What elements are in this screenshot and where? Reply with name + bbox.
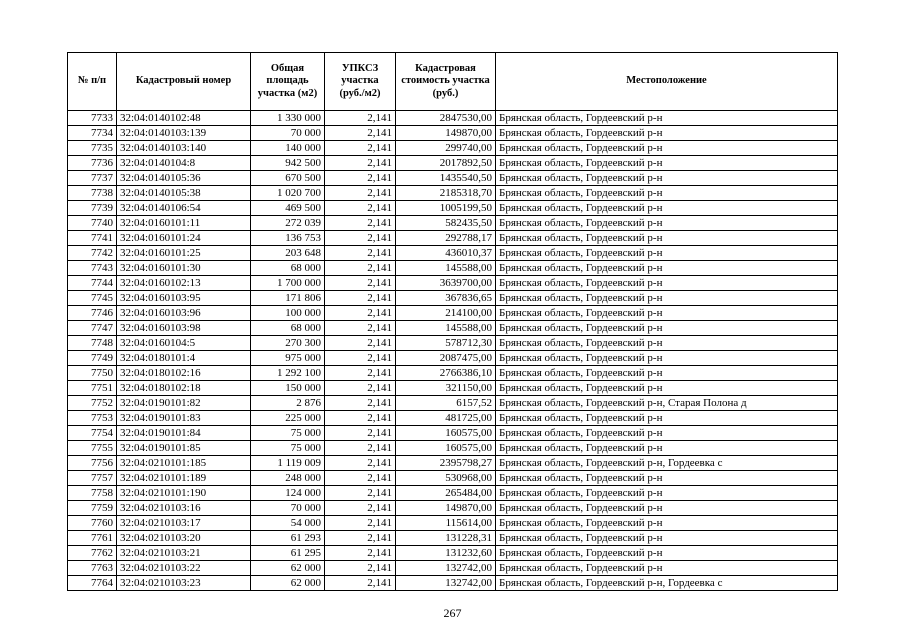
rate-cell: 2,141 (325, 561, 396, 576)
cadastral-number: 32:04:0210103:22 (117, 561, 251, 576)
location-cell: Брянская область, Гордеевский р-н (496, 216, 838, 231)
rate-cell: 2,141 (325, 321, 396, 336)
table-row (68, 186, 838, 201)
location-cell: Брянская область, Гордеевский р-н, Старая Полона д (496, 396, 838, 411)
row-number: 7738 (68, 186, 117, 201)
cost-cell: 131228,31 (396, 531, 496, 546)
cost-cell: 132742,00 (396, 561, 496, 576)
cost-cell: 1005199,50 (396, 201, 496, 216)
rate-cell: 2,141 (325, 411, 396, 426)
area-cell: 272 039 (251, 216, 325, 231)
cost-cell: 436010,37 (396, 246, 496, 261)
cost-cell: 1435540,50 (396, 171, 496, 186)
header-cadastral-number: Кадастровый номер (117, 53, 251, 111)
row-number: 7755 (68, 441, 117, 456)
area-cell: 61 293 (251, 531, 325, 546)
rate-cell: 2,141 (325, 111, 396, 126)
area-cell: 75 000 (251, 441, 325, 456)
cadastral-number: 32:04:0190101:85 (117, 441, 251, 456)
cadastral-number: 32:04:0210101:190 (117, 486, 251, 501)
cost-cell: 2395798,27 (396, 456, 496, 471)
cadastral-number: 32:04:0190101:83 (117, 411, 251, 426)
rate-cell: 2,141 (325, 276, 396, 291)
row-number: 7763 (68, 561, 117, 576)
area-cell: 124 000 (251, 486, 325, 501)
rate-cell: 2,141 (325, 396, 396, 411)
cadastral-table (67, 52, 838, 591)
location-cell: Брянская область, Гордеевский р-н (496, 171, 838, 186)
table-row (68, 216, 838, 231)
area-cell: 70 000 (251, 126, 325, 141)
location-cell: Брянская область, Гордеевский р-н (496, 336, 838, 351)
row-number: 7742 (68, 246, 117, 261)
cost-cell: 3639700,00 (396, 276, 496, 291)
location-cell: Брянская область, Гордеевский р-н (496, 261, 838, 276)
row-number: 7753 (68, 411, 117, 426)
rate-cell: 2,141 (325, 171, 396, 186)
table-row (68, 381, 838, 396)
area-cell: 270 300 (251, 336, 325, 351)
location-cell: Брянская область, Гордеевский р-н (496, 231, 838, 246)
cost-cell: 160575,00 (396, 426, 496, 441)
rate-cell: 2,141 (325, 486, 396, 501)
table-row (68, 531, 838, 546)
table-row (68, 471, 838, 486)
cadastral-number: 32:04:0160101:25 (117, 246, 251, 261)
cadastral-number: 32:04:0140105:36 (117, 171, 251, 186)
area-cell: 62 000 (251, 576, 325, 591)
cost-cell: 321150,00 (396, 381, 496, 396)
rate-cell: 2,141 (325, 291, 396, 306)
cadastral-number: 32:04:0140106:54 (117, 201, 251, 216)
table-row (68, 576, 838, 591)
location-cell: Брянская область, Гордеевский р-н (496, 441, 838, 456)
table-row (68, 441, 838, 456)
rate-cell: 2,141 (325, 201, 396, 216)
row-number: 7761 (68, 531, 117, 546)
cadastral-number: 32:04:0180102:16 (117, 366, 251, 381)
area-cell: 136 753 (251, 231, 325, 246)
table-header (68, 53, 838, 111)
location-cell: Брянская область, Гордеевский р-н (496, 411, 838, 426)
rate-cell: 2,141 (325, 231, 396, 246)
location-cell: Брянская область, Гордеевский р-н (496, 516, 838, 531)
cadastral-number: 32:04:0180102:18 (117, 381, 251, 396)
area-cell: 150 000 (251, 381, 325, 396)
table-row (68, 336, 838, 351)
rate-cell: 2,141 (325, 126, 396, 141)
location-cell: Брянская область, Гордеевский р-н (496, 246, 838, 261)
table-row (68, 201, 838, 216)
row-number: 7740 (68, 216, 117, 231)
cadastral-number: 32:04:0160101:24 (117, 231, 251, 246)
location-cell: Брянская область, Гордеевский р-н (496, 561, 838, 576)
area-cell: 670 500 (251, 171, 325, 186)
location-cell: Брянская область, Гордеевский р-н, Гордеевка с (496, 576, 838, 591)
cadastral-number: 32:04:0140103:139 (117, 126, 251, 141)
cadastral-number: 32:04:0190101:84 (117, 426, 251, 441)
area-cell: 248 000 (251, 471, 325, 486)
header-area: Общая площадь участка (м2) (251, 53, 325, 111)
cadastral-number: 32:04:0160102:13 (117, 276, 251, 291)
cost-cell: 299740,00 (396, 141, 496, 156)
row-number: 7734 (68, 126, 117, 141)
area-cell: 62 000 (251, 561, 325, 576)
row-number: 7743 (68, 261, 117, 276)
row-number: 7735 (68, 141, 117, 156)
area-cell: 68 000 (251, 261, 325, 276)
rate-cell: 2,141 (325, 531, 396, 546)
location-cell: Брянская область, Гордеевский р-н (496, 186, 838, 201)
cadastral-number: 32:04:0160103:96 (117, 306, 251, 321)
row-number: 7750 (68, 366, 117, 381)
area-cell: 75 000 (251, 426, 325, 441)
table-row (68, 546, 838, 561)
row-number: 7748 (68, 336, 117, 351)
rate-cell: 2,141 (325, 516, 396, 531)
location-cell: Брянская область, Гордеевский р-н (496, 471, 838, 486)
location-cell: Брянская область, Гордеевский р-н (496, 486, 838, 501)
rate-cell: 2,141 (325, 381, 396, 396)
cost-cell: 131232,60 (396, 546, 496, 561)
row-number: 7752 (68, 396, 117, 411)
area-cell: 942 500 (251, 156, 325, 171)
cost-cell: 2017892,50 (396, 156, 496, 171)
area-cell: 1 700 000 (251, 276, 325, 291)
cadastral-number: 32:04:0160101:11 (117, 216, 251, 231)
cadastral-number: 32:04:0140105:38 (117, 186, 251, 201)
area-cell: 203 648 (251, 246, 325, 261)
cadastral-number: 32:04:0210103:23 (117, 576, 251, 591)
table-row (68, 306, 838, 321)
cadastral-number: 32:04:0190101:82 (117, 396, 251, 411)
cadastral-number: 32:04:0160103:98 (117, 321, 251, 336)
table-row (68, 126, 838, 141)
cadastral-number: 32:04:0140104:8 (117, 156, 251, 171)
location-cell: Брянская область, Гордеевский р-н (496, 126, 838, 141)
table-row (68, 261, 838, 276)
row-number: 7759 (68, 501, 117, 516)
location-cell: Брянская область, Гордеевский р-н (496, 306, 838, 321)
table-row (68, 396, 838, 411)
cost-cell: 530968,00 (396, 471, 496, 486)
rate-cell: 2,141 (325, 261, 396, 276)
area-cell: 61 295 (251, 546, 325, 561)
cost-cell: 149870,00 (396, 126, 496, 141)
location-cell: Брянская область, Гордеевский р-н (496, 291, 838, 306)
cost-cell: 132742,00 (396, 576, 496, 591)
rate-cell: 2,141 (325, 426, 396, 441)
row-number: 7754 (68, 426, 117, 441)
area-cell: 171 806 (251, 291, 325, 306)
row-number: 7762 (68, 546, 117, 561)
table-row (68, 246, 838, 261)
rate-cell: 2,141 (325, 471, 396, 486)
cost-cell: 578712,30 (396, 336, 496, 351)
area-cell: 140 000 (251, 141, 325, 156)
table-row (68, 291, 838, 306)
rate-cell: 2,141 (325, 546, 396, 561)
header-rate: УПКСЗ участка (руб./м2) (325, 53, 396, 111)
page-number: 267 (443, 606, 462, 620)
table-row (68, 276, 838, 291)
area-cell: 469 500 (251, 201, 325, 216)
cost-cell: 367836,65 (396, 291, 496, 306)
row-number: 7746 (68, 306, 117, 321)
header-row (68, 53, 838, 111)
cost-cell: 265484,00 (396, 486, 496, 501)
area-cell: 225 000 (251, 411, 325, 426)
rate-cell: 2,141 (325, 441, 396, 456)
cost-cell: 2766386,10 (396, 366, 496, 381)
cost-cell: 2087475,00 (396, 351, 496, 366)
header-num: № п/п (68, 53, 117, 111)
rate-cell: 2,141 (325, 186, 396, 201)
row-number: 7737 (68, 171, 117, 186)
table-row (68, 501, 838, 516)
table-row (68, 516, 838, 531)
area-cell: 1 020 700 (251, 186, 325, 201)
cost-cell: 149870,00 (396, 501, 496, 516)
area-cell: 70 000 (251, 501, 325, 516)
table-row (68, 231, 838, 246)
area-cell: 1 119 009 (251, 456, 325, 471)
row-number: 7741 (68, 231, 117, 246)
area-cell: 975 000 (251, 351, 325, 366)
cost-cell: 145588,00 (396, 261, 496, 276)
row-number: 7744 (68, 276, 117, 291)
cost-cell: 2185318,70 (396, 186, 496, 201)
cost-cell: 160575,00 (396, 441, 496, 456)
location-cell: Брянская область, Гордеевский р-н (496, 546, 838, 561)
table-row (68, 561, 838, 576)
table-row (68, 456, 838, 471)
area-cell: 54 000 (251, 516, 325, 531)
row-number: 7758 (68, 486, 117, 501)
row-number: 7751 (68, 381, 117, 396)
row-number: 7747 (68, 321, 117, 336)
cost-cell: 481725,00 (396, 411, 496, 426)
location-cell: Брянская область, Гордеевский р-н (496, 531, 838, 546)
cost-cell: 582435,50 (396, 216, 496, 231)
rate-cell: 2,141 (325, 501, 396, 516)
location-cell: Брянская область, Гордеевский р-н (496, 501, 838, 516)
row-number: 7733 (68, 111, 117, 126)
table-row (68, 411, 838, 426)
rate-cell: 2,141 (325, 141, 396, 156)
cadastral-number: 32:04:0210101:185 (117, 456, 251, 471)
area-cell: 68 000 (251, 321, 325, 336)
table-row (68, 366, 838, 381)
row-number: 7764 (68, 576, 117, 591)
table-row (68, 321, 838, 336)
location-cell: Брянская область, Гордеевский р-н (496, 351, 838, 366)
table-row (68, 141, 838, 156)
area-cell: 1 330 000 (251, 111, 325, 126)
cadastral-number: 32:04:0160104:5 (117, 336, 251, 351)
cadastral-number: 32:04:0210103:20 (117, 531, 251, 546)
rate-cell: 2,141 (325, 156, 396, 171)
row-number: 7749 (68, 351, 117, 366)
row-number: 7757 (68, 471, 117, 486)
row-number: 7756 (68, 456, 117, 471)
row-number: 7739 (68, 201, 117, 216)
rate-cell: 2,141 (325, 576, 396, 591)
cost-cell: 214100,00 (396, 306, 496, 321)
table-row (68, 171, 838, 186)
cadastral-number: 32:04:0160103:95 (117, 291, 251, 306)
rate-cell: 2,141 (325, 306, 396, 321)
cost-cell: 292788,17 (396, 231, 496, 246)
cadastral-number: 32:04:0180101:4 (117, 351, 251, 366)
cost-cell: 2847530,00 (396, 111, 496, 126)
table-row (68, 426, 838, 441)
location-cell: Брянская область, Гордеевский р-н (496, 321, 838, 336)
rate-cell: 2,141 (325, 366, 396, 381)
rate-cell: 2,141 (325, 216, 396, 231)
cost-cell: 6157,52 (396, 396, 496, 411)
cost-cell: 115614,00 (396, 516, 496, 531)
location-cell: Брянская область, Гордеевский р-н (496, 366, 838, 381)
row-number: 7745 (68, 291, 117, 306)
table-row (68, 486, 838, 501)
rate-cell: 2,141 (325, 456, 396, 471)
location-cell: Брянская область, Гордеевский р-н (496, 201, 838, 216)
cadastral-number: 32:04:0140102:48 (117, 111, 251, 126)
cadastral-number: 32:04:0210103:21 (117, 546, 251, 561)
location-cell: Брянская область, Гордеевский р-н (496, 276, 838, 291)
rate-cell: 2,141 (325, 336, 396, 351)
header-location: Местоположение (496, 53, 838, 111)
table-row (68, 156, 838, 171)
location-cell: Брянская область, Гордеевский р-н, Гордеевка с (496, 456, 838, 471)
area-cell: 1 292 100 (251, 366, 325, 381)
header-cost: Кадастровая стоимость участка (руб.) (396, 53, 496, 111)
rate-cell: 2,141 (325, 246, 396, 261)
table-body (68, 111, 838, 591)
area-cell: 100 000 (251, 306, 325, 321)
location-cell: Брянская область, Гордеевский р-н (496, 111, 838, 126)
table-row (68, 351, 838, 366)
rate-cell: 2,141 (325, 351, 396, 366)
row-number: 7760 (68, 516, 117, 531)
location-cell: Брянская область, Гордеевский р-н (496, 141, 838, 156)
cadastral-number: 32:04:0210101:189 (117, 471, 251, 486)
cadastral-number: 32:04:0140103:140 (117, 141, 251, 156)
cadastral-number: 32:04:0210103:16 (117, 501, 251, 516)
location-cell: Брянская область, Гордеевский р-н (496, 381, 838, 396)
cost-cell: 145588,00 (396, 321, 496, 336)
row-number: 7736 (68, 156, 117, 171)
table-row (68, 111, 838, 126)
area-cell: 2 876 (251, 396, 325, 411)
location-cell: Брянская область, Гордеевский р-н (496, 426, 838, 441)
cadastral-number: 32:04:0210103:17 (117, 516, 251, 531)
cadastral-number: 32:04:0160101:30 (117, 261, 251, 276)
location-cell: Брянская область, Гордеевский р-н (496, 156, 838, 171)
